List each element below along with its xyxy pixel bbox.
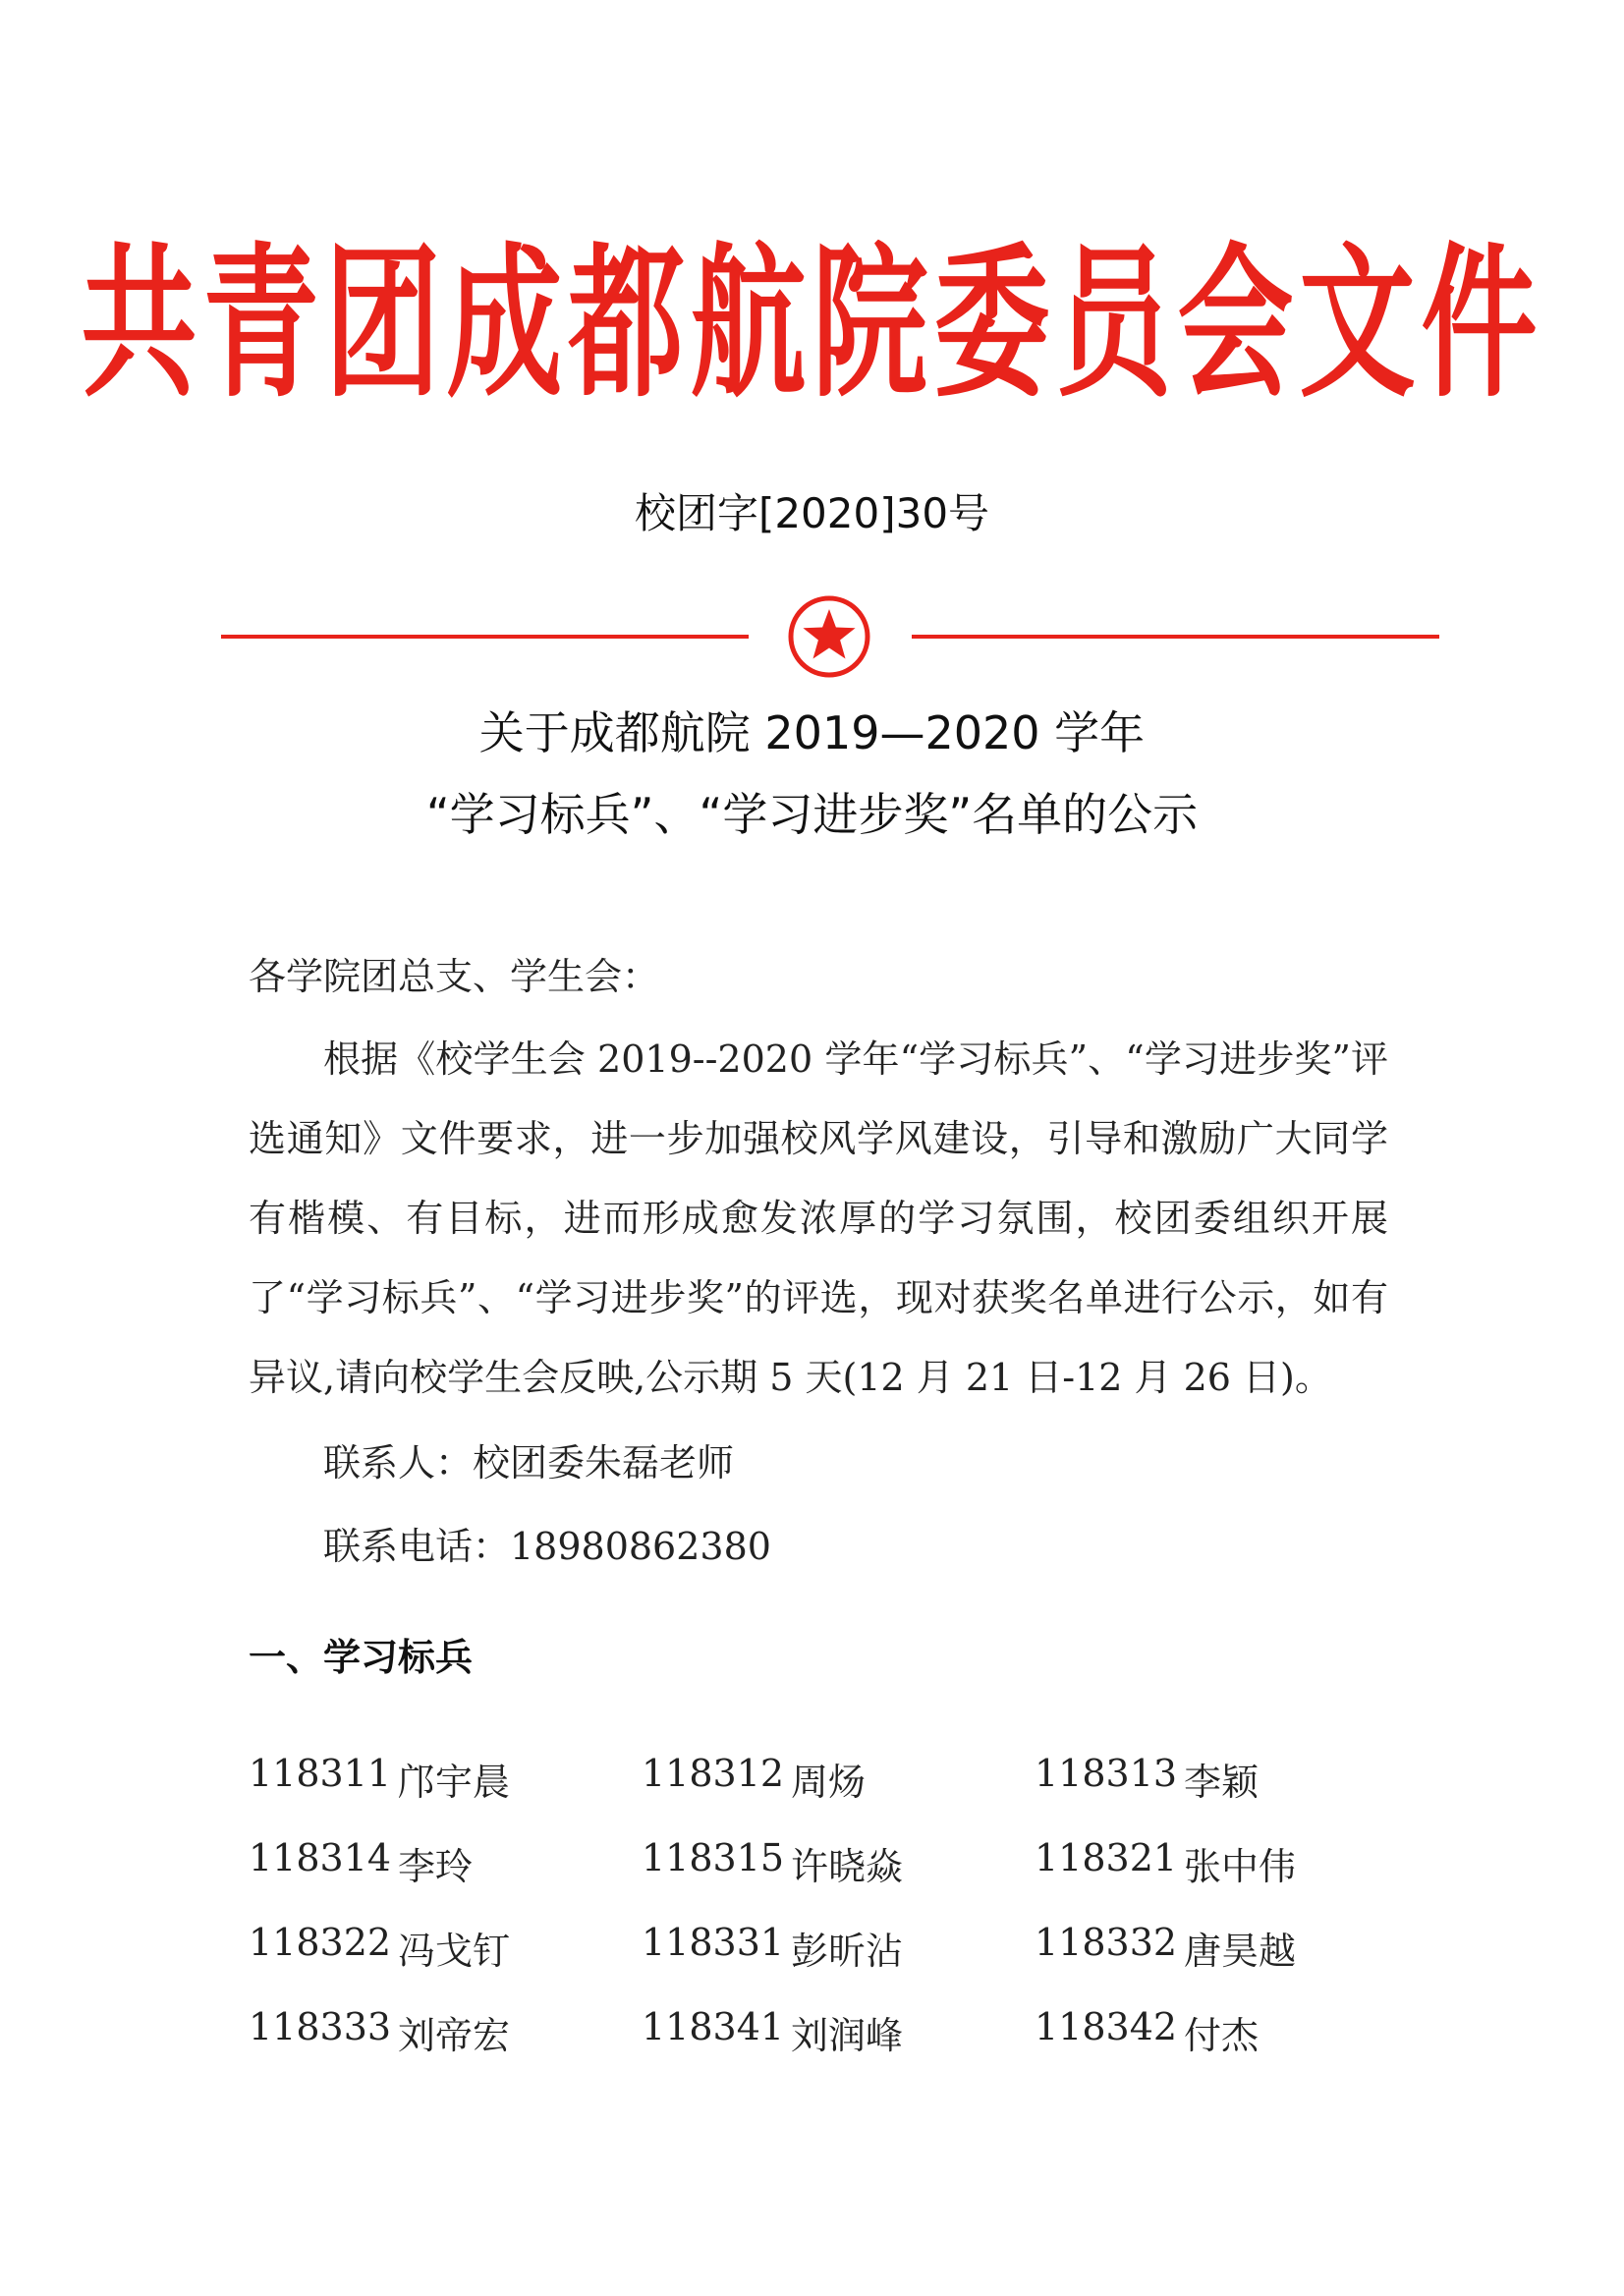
student-id: 118333 xyxy=(249,2005,392,2048)
list-row xyxy=(249,1921,1428,2005)
student-name: 冯戈钉 xyxy=(398,1930,511,1973)
contact-person: 联系人：校团委朱磊老师 xyxy=(323,1441,735,1484)
student-name: 彭昕沾 xyxy=(791,1930,904,1973)
student-name: 唐昊越 xyxy=(1184,1930,1297,1973)
student-id: 118332 xyxy=(1035,1921,1178,1964)
student-name: 邝宇晨 xyxy=(398,1761,511,1804)
student-id: 118313 xyxy=(1035,1752,1178,1795)
contact-phone: 联系电话：18980862380 xyxy=(323,1525,771,1568)
student-name: 李玲 xyxy=(398,1845,474,1888)
student-name: 刘润峰 xyxy=(791,2014,904,2057)
salutation: 各学院团总支、学生会： xyxy=(249,955,660,998)
list-item xyxy=(249,2005,642,2059)
red-rule-right xyxy=(912,635,1439,639)
body-paragraph: 根据《校学生会 2019--2020 学年“学习标兵”、“学习进步奖”评选通知》文件要求，进一步加强校风学风建设，引导和激励广大同学有楷模、有目标，进而形成愈发浓厚的学习氛围，校团委组织开展了“学习标兵”、“学习进步奖”的评选，现对获奖名单进行公示，如有异议,请向校学生会反映,公示期 5 天(12 月 21 日-12 月 26 日)。 xyxy=(249,1037,1388,1399)
list-row xyxy=(249,1752,1428,1836)
list-item xyxy=(642,1836,1035,1890)
student-id: 118312 xyxy=(642,1752,785,1795)
student-id: 118331 xyxy=(642,1921,785,1964)
list-item xyxy=(642,2005,1035,2059)
student-id: 118314 xyxy=(249,1836,392,1879)
student-id: 118342 xyxy=(1035,2005,1178,2048)
document-title-line-2: “学习标兵”、“学习进步奖”名单的公示 xyxy=(425,788,1199,841)
student-name: 许晓焱 xyxy=(791,1845,904,1888)
list-item xyxy=(1035,1836,1428,1890)
student-name: 李颖 xyxy=(1184,1761,1260,1804)
student-id: 118311 xyxy=(249,1752,392,1795)
student-name: 付杰 xyxy=(1184,2014,1260,2057)
student-id: 118315 xyxy=(642,1836,785,1879)
student-id: 118341 xyxy=(642,2005,785,2048)
list-row xyxy=(249,1836,1428,1921)
list-item xyxy=(642,1752,1035,1806)
student-name: 周炀 xyxy=(791,1761,867,1804)
student-name: 张中伟 xyxy=(1184,1845,1297,1888)
award-list xyxy=(249,1752,1428,2090)
masthead-title: 共青团成都航院委员会文件 xyxy=(81,225,1543,420)
section-heading: 一、学习标兵 xyxy=(249,1636,474,1679)
document-title-line-1: 关于成都航院 2019—2020 学年 xyxy=(478,706,1146,759)
list-item xyxy=(1035,1921,1428,1975)
list-item xyxy=(1035,2005,1428,2059)
student-id: 118321 xyxy=(1035,1836,1178,1879)
list-item xyxy=(249,1921,642,1975)
list-item xyxy=(249,1836,642,1890)
list-item xyxy=(249,1752,642,1806)
document-number: 校团字[2020]30号 xyxy=(634,489,990,537)
red-rule-left xyxy=(221,635,749,639)
student-id: 118322 xyxy=(249,1921,392,1964)
list-item xyxy=(1035,1752,1428,1806)
student-name: 刘帝宏 xyxy=(398,2014,511,2057)
list-item xyxy=(642,1921,1035,1975)
red-star-icon xyxy=(787,594,871,679)
list-row xyxy=(249,2005,1428,2090)
